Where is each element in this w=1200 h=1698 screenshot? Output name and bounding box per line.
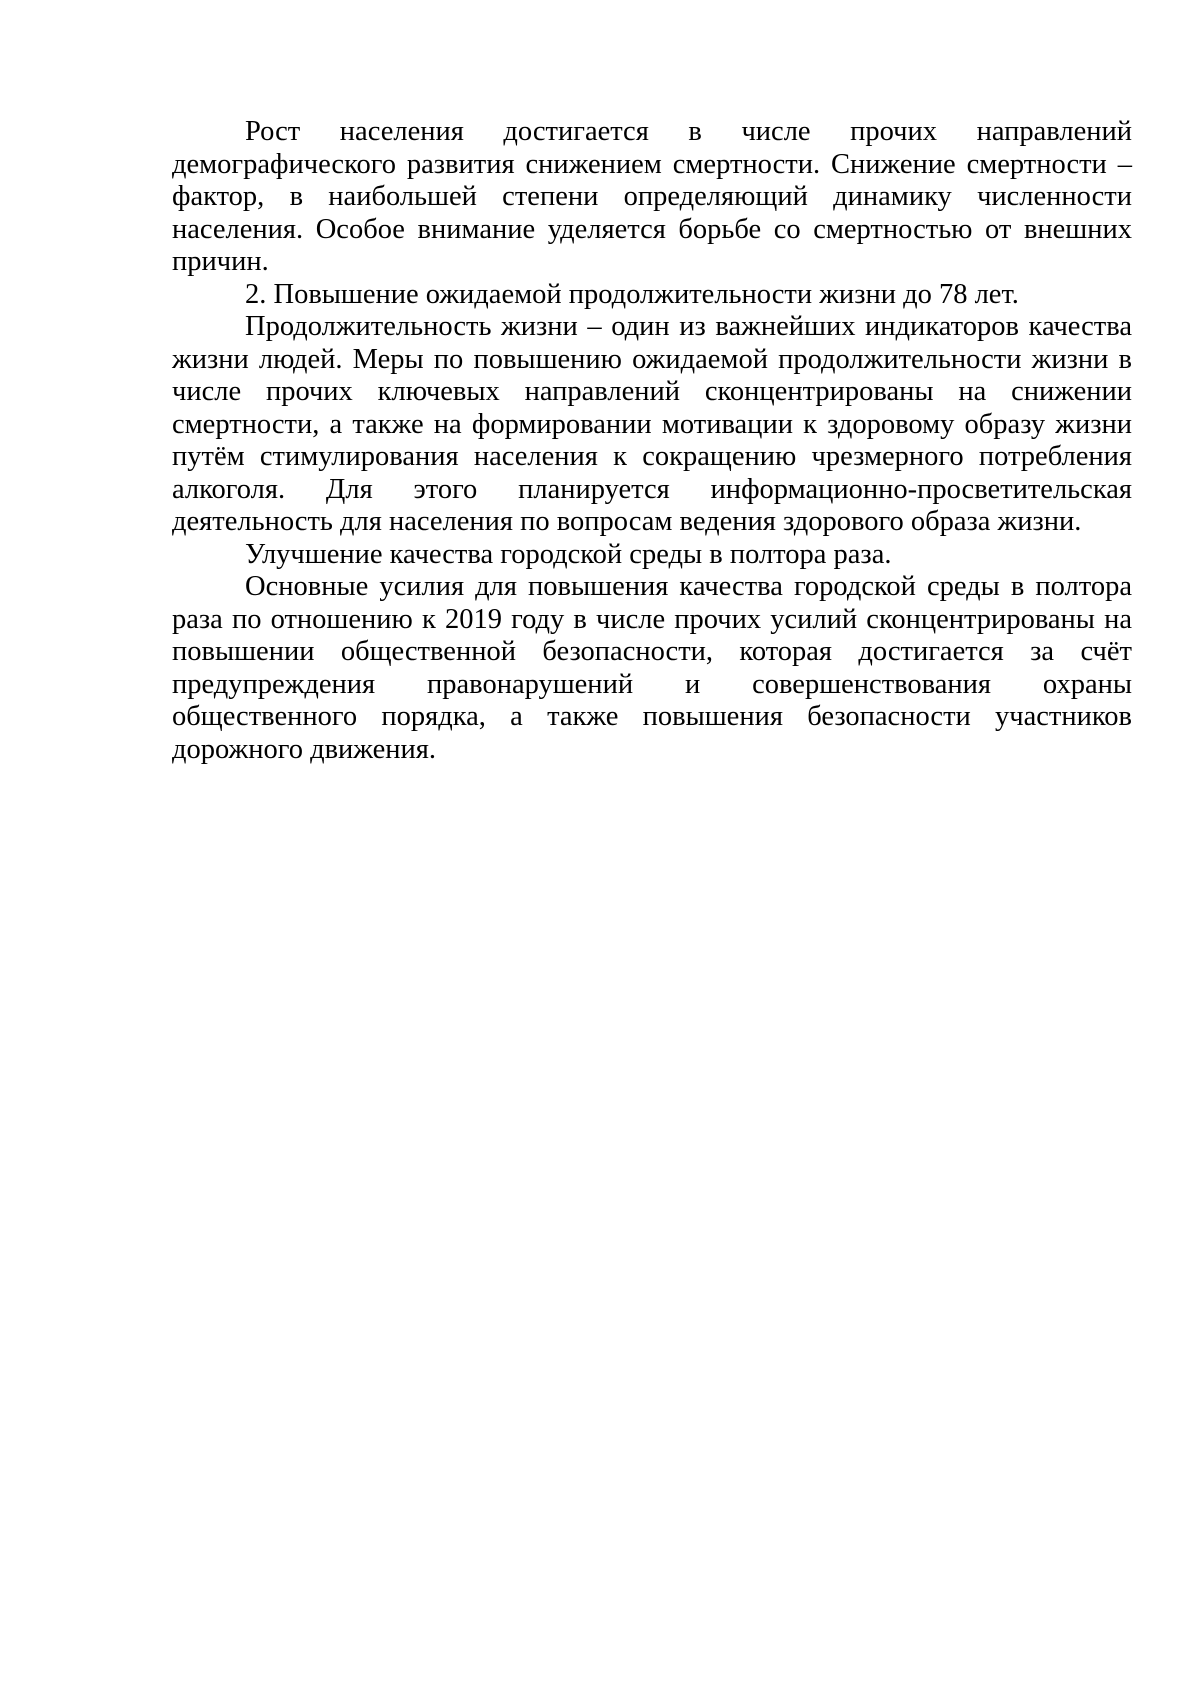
paragraph-life-expectancy: Продолжительность жизни – один из важнейших индикаторов качества жизни людей. Меры по повышению ожидаемой продолжительности жизни в числе прочих ключевых направлений сконцентрированы на снижении смертности, а также на формировании мотивации к здоровому образу жизни путём стимулирования населения к сокращению чрезмерного потребления алкоголя. Для этого планируется информационно-просветительская деятельность для населения по вопросам ведения здорового образа жизни. (172, 311, 1132, 537)
paragraph-life-expectancy-heading: 2. Повышение ожидаемой продолжительности жизни до 78 лет. (245, 278, 1019, 310)
paragraph-population-growth: Рост населения достигается в числе прочих направлений демографического развития снижением смертности. Снижение смертности – фактор, в наибольшей степени определяющий динамику численности населения. Особое внимание уделяется борьбе со смертностью от внешних причин. (172, 116, 1132, 277)
document-body (172, 116, 1132, 766)
paragraph-urban-environment: Основные усилия для повышения качества городской среды в полтора раза по отношению к 2019 году в числе прочих усилий сконцентрированы на повышении общественной безопасности, которая достигается за счёт предупреждения правонарушений и совершенствования охраны общественного порядка, а также повышения безопасности участников дорожного движения. (172, 571, 1132, 765)
paragraph-urban-environment-heading: Улучшение качества городской среды в полтора раза. (245, 538, 892, 570)
